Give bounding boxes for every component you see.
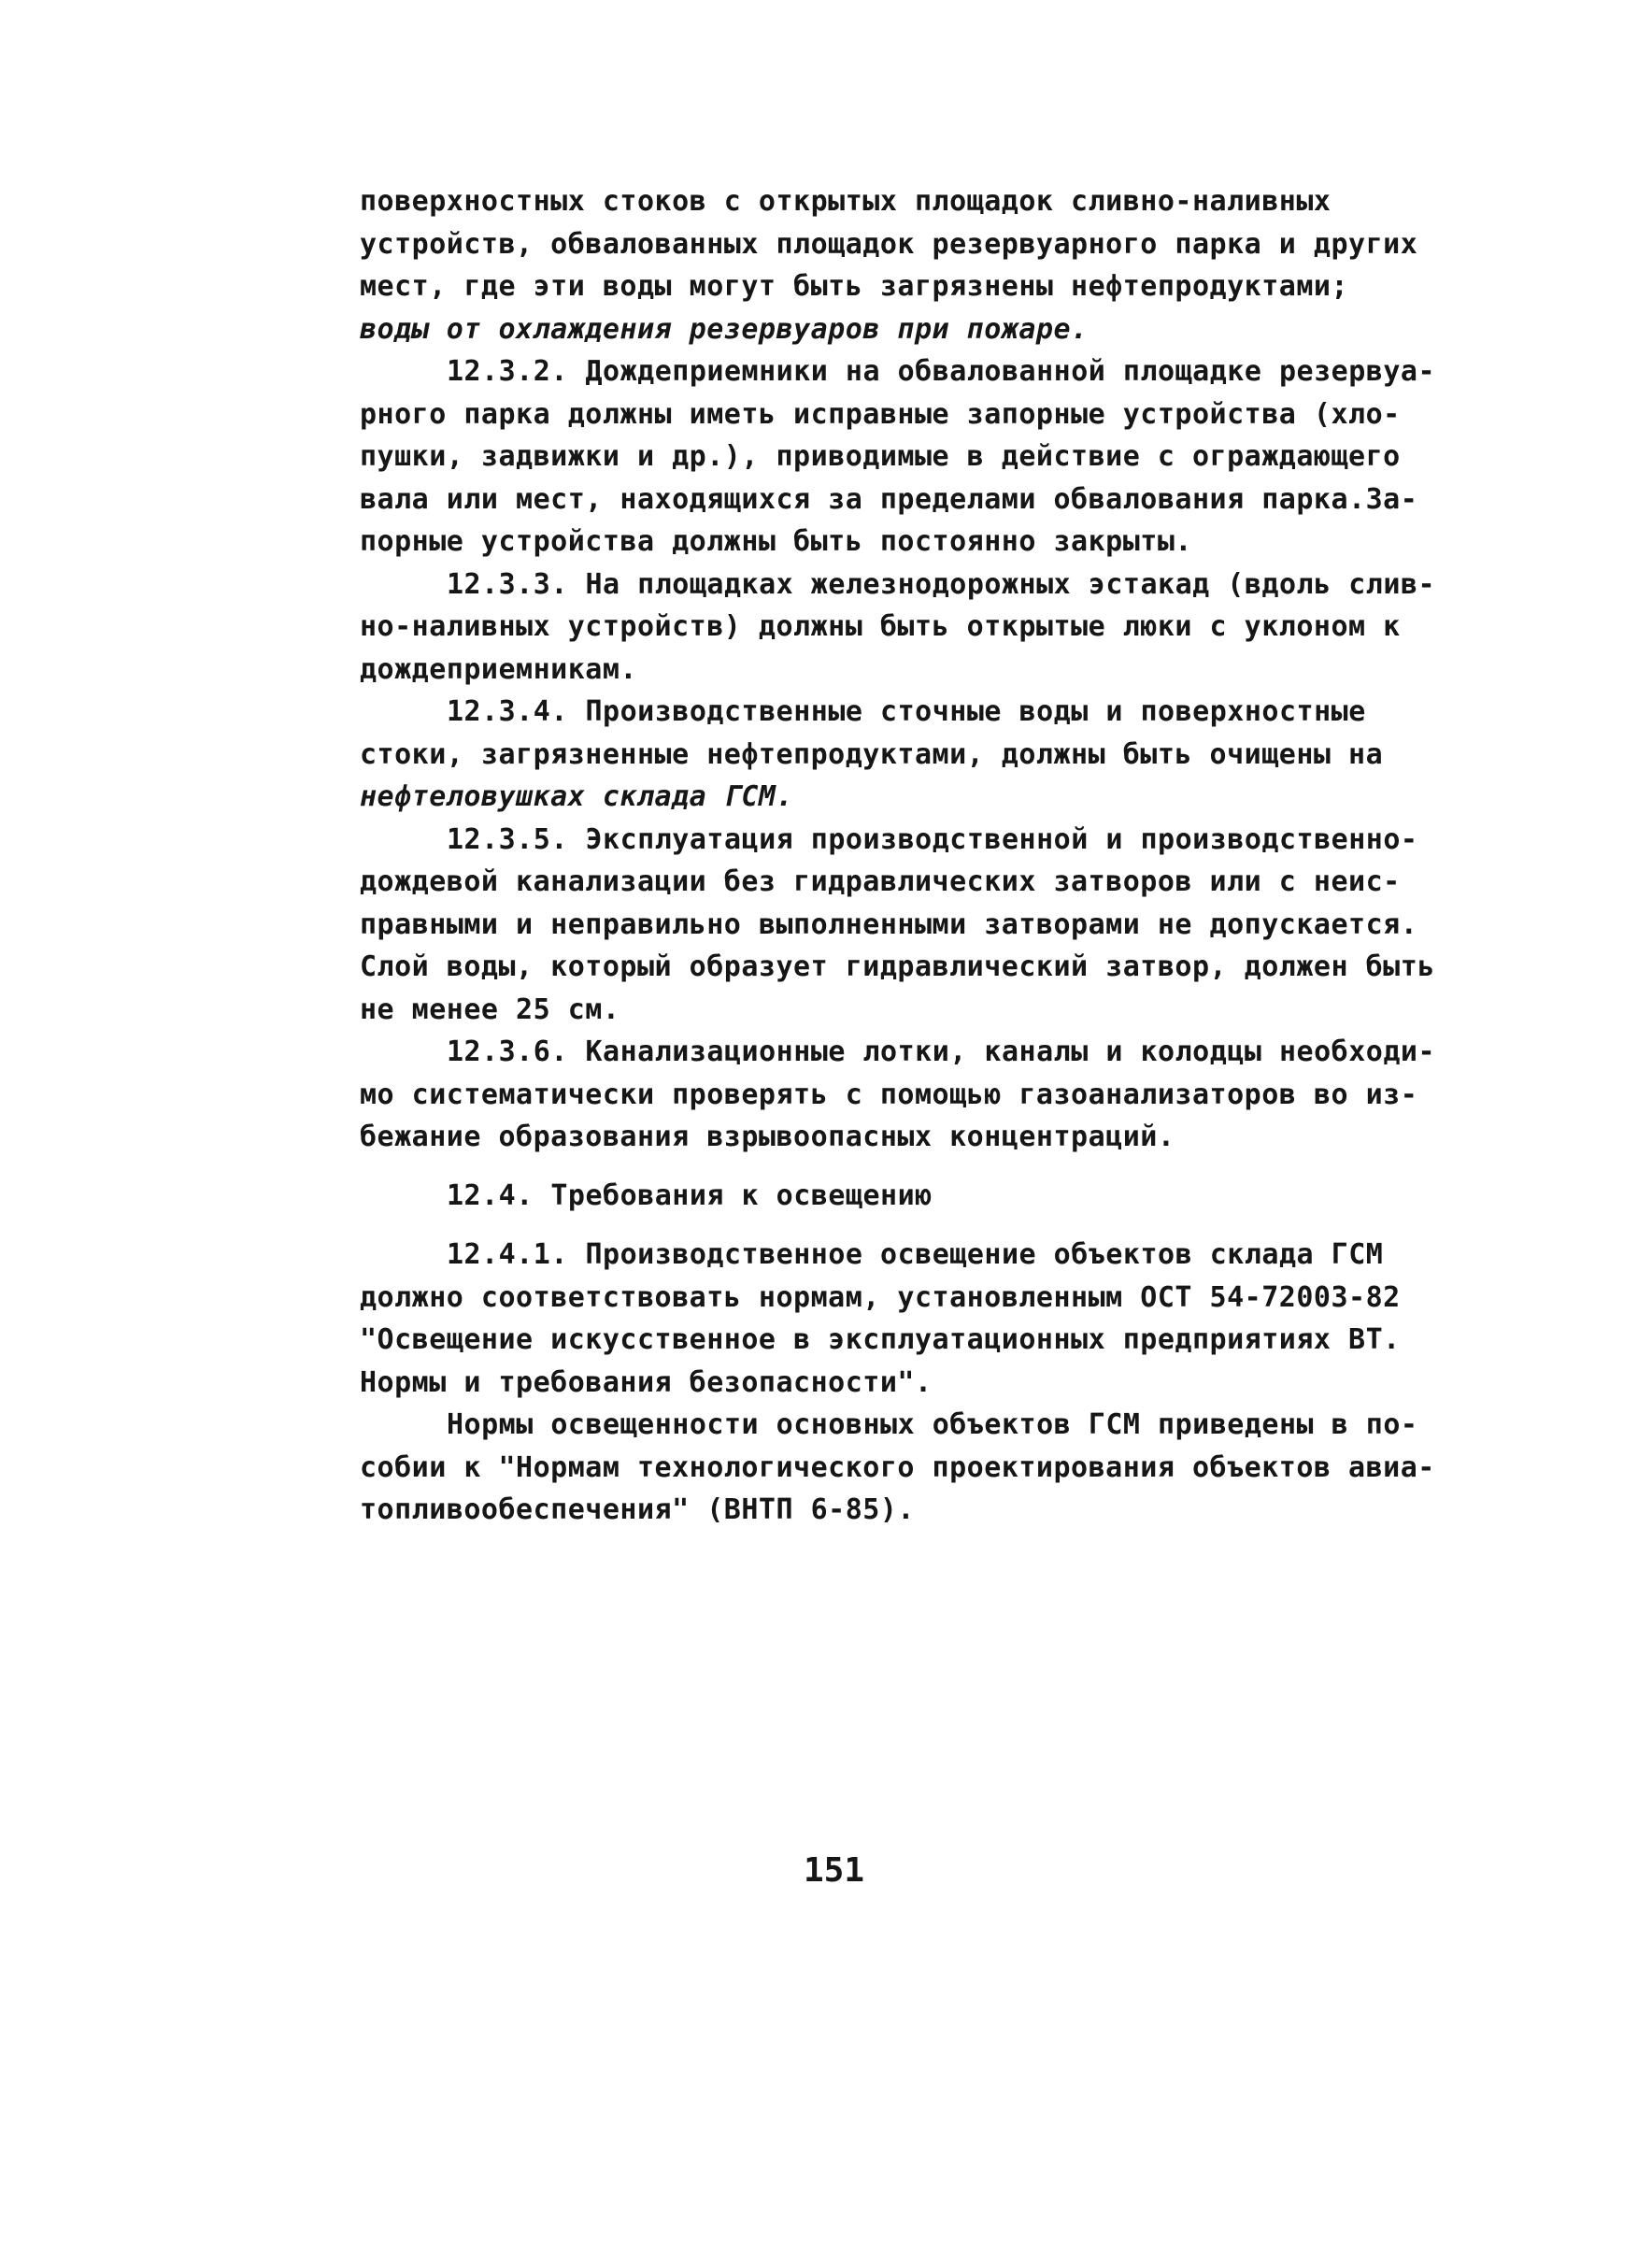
paragraph-12-3-5: 12.3.5. Эксплуатация производственной и производственно- [447,823,1418,856]
text-line: порные устройства должны быть постоянно закрыты. [360,525,1192,558]
paragraph-12-3-2: 12.3.2. Дождеприемники на обвалованной площадке резервуа- [447,355,1436,388]
paragraph-12-4-1: 12.4.1. Производственное освещение объектов склада ГСМ [447,1238,1384,1271]
text-line: стоки, загрязненные нефтепродуктами, должны быть очищены на [360,738,1384,771]
text-line: правными и неправильно выполненными затворами не допускается. [360,908,1418,941]
text-line: собии к "Нормам технологического проектирования объектов авиа- [360,1451,1435,1484]
text-line: не менее 25 см. [360,993,620,1026]
text-line: должно соответствовать нормам, установленным ОСТ 54-72003-82 [360,1281,1401,1314]
text-line: нефтеловушках склада ГСМ. [360,780,794,813]
text-line: но-наливных устройств) должны быть открытые люки с уклоном к [360,610,1401,643]
text-line: мест, где эти воды могут быть загрязнены нефтепродуктами; [360,270,1349,303]
text-line: Слой воды, который образует гидравлический затвор, должен быть [360,950,1435,983]
text-line: устройств, обвалованных площадок резервуарного парка и других [360,228,1418,261]
section-heading-12-4: 12.4. Требования к освещению [447,1179,933,1212]
text-line: дождеприемникам. [360,653,637,686]
paragraph-12-3-6: 12.3.6. Канализационные лотки, каналы и колодцы необходи- [447,1035,1436,1068]
text-line: дождевой канализации без гидравлических затворов или с неис- [360,865,1401,898]
text-line: рного парка должны иметь исправные запорные устройства (хло- [360,398,1401,431]
text-line: пушки, задвижки и др.), приводимые в действие с ограждающего [360,440,1401,473]
text-line: воды от охлаждения резервуаров при пожаре. [360,313,1089,346]
page-number: 151 [804,1851,865,1890]
text-line: Нормы и требования безопасности". [360,1366,933,1399]
text-line: "Освещение искусственное в эксплуатационных предприятиях ВТ. [360,1323,1401,1356]
text-line: поверхностных стоков с открытых площадок сливно-наливных [360,185,1332,218]
text-line: вала или мест, находящихся за пределами обвалования парка.За- [360,483,1418,516]
text-line: бежание образования взрывоопасных концентраций. [360,1121,1175,1153]
text-line: мо систематически проверять с помощью газоанализаторов во из- [360,1078,1418,1111]
paragraph-norms: Нормы освещенности основных объектов ГСМ приведены в по- [447,1408,1418,1441]
text-line: топливообеспечения" (ВНТП 6-85). [360,1493,915,1526]
paragraph-12-3-3: 12.3.3. На площадках железнодорожных эстакад (вдоль слив- [447,568,1436,601]
paragraph-12-3-4: 12.3.4. Производственные сточные воды и поверхностные [447,695,1366,728]
